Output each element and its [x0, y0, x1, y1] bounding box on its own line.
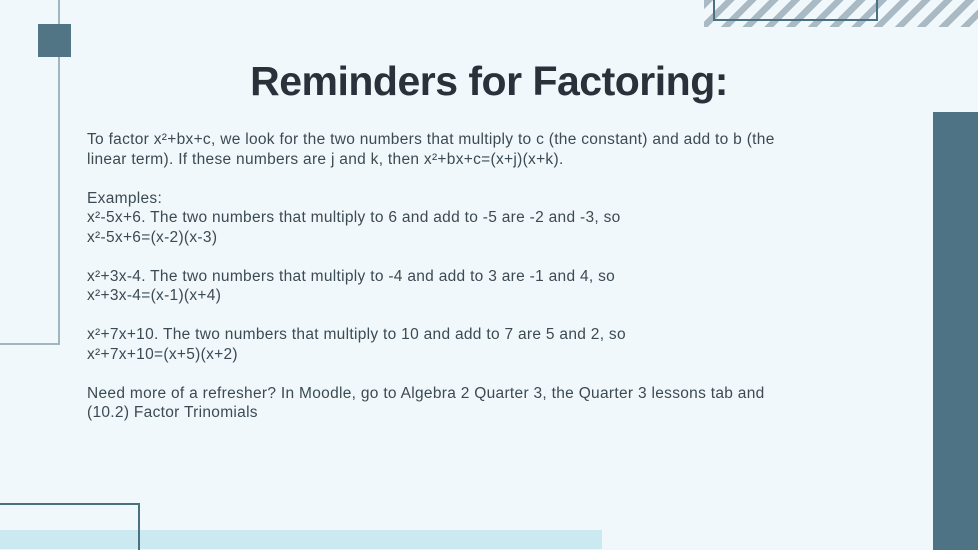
- slide-body-text: [87, 130, 917, 423]
- body-line: [87, 247, 917, 267]
- slide-title: Reminders for Factoring:: [250, 58, 728, 104]
- body-line: linear term). If these numbers are j and k, then x²+bx+c=(x+j)(x+k).: [87, 150, 564, 168]
- body-line: [87, 364, 917, 384]
- body-line: To factor x²+bx+c, we look for the two numbers that multiply to c (the constant) and add to b (the: [87, 131, 775, 148]
- body-line: x²+3x-4. The two numbers that multiply to -4 and add to 3 are -1 and 4, so: [87, 267, 616, 285]
- body-line: x²+7x+10. The two numbers that multiply to 10 and add to 7 are 5 and 2, so: [87, 326, 626, 343]
- body-line: x²-5x+6=(x-2)(x-3): [87, 228, 218, 246]
- body-line: Need more of a refresher? In Moodle, go to Algebra 2 Quarter 3, the Quarter 3 lessons tab and: [87, 384, 765, 402]
- body-line: Examples:: [87, 189, 163, 207]
- body-line: x²-5x+6. The two numbers that multiply to 6 and add to -5 are -2 and -3, so: [87, 209, 621, 226]
- body-line: [87, 169, 917, 189]
- bottom-left-outline-rect-shape: [0, 503, 140, 550]
- right-edge-bar-shape: [933, 112, 978, 550]
- body-line: [87, 306, 917, 326]
- body-line: x²+7x+10=(x+5)(x+2): [87, 345, 238, 363]
- top-right-outline-rect-shape: [713, 0, 878, 21]
- body-line: (10.2) Factor Trinomials: [87, 404, 258, 421]
- top-left-filled-square-shape: [38, 24, 71, 57]
- body-line: x²+3x-4=(x-1)(x+4): [87, 287, 222, 304]
